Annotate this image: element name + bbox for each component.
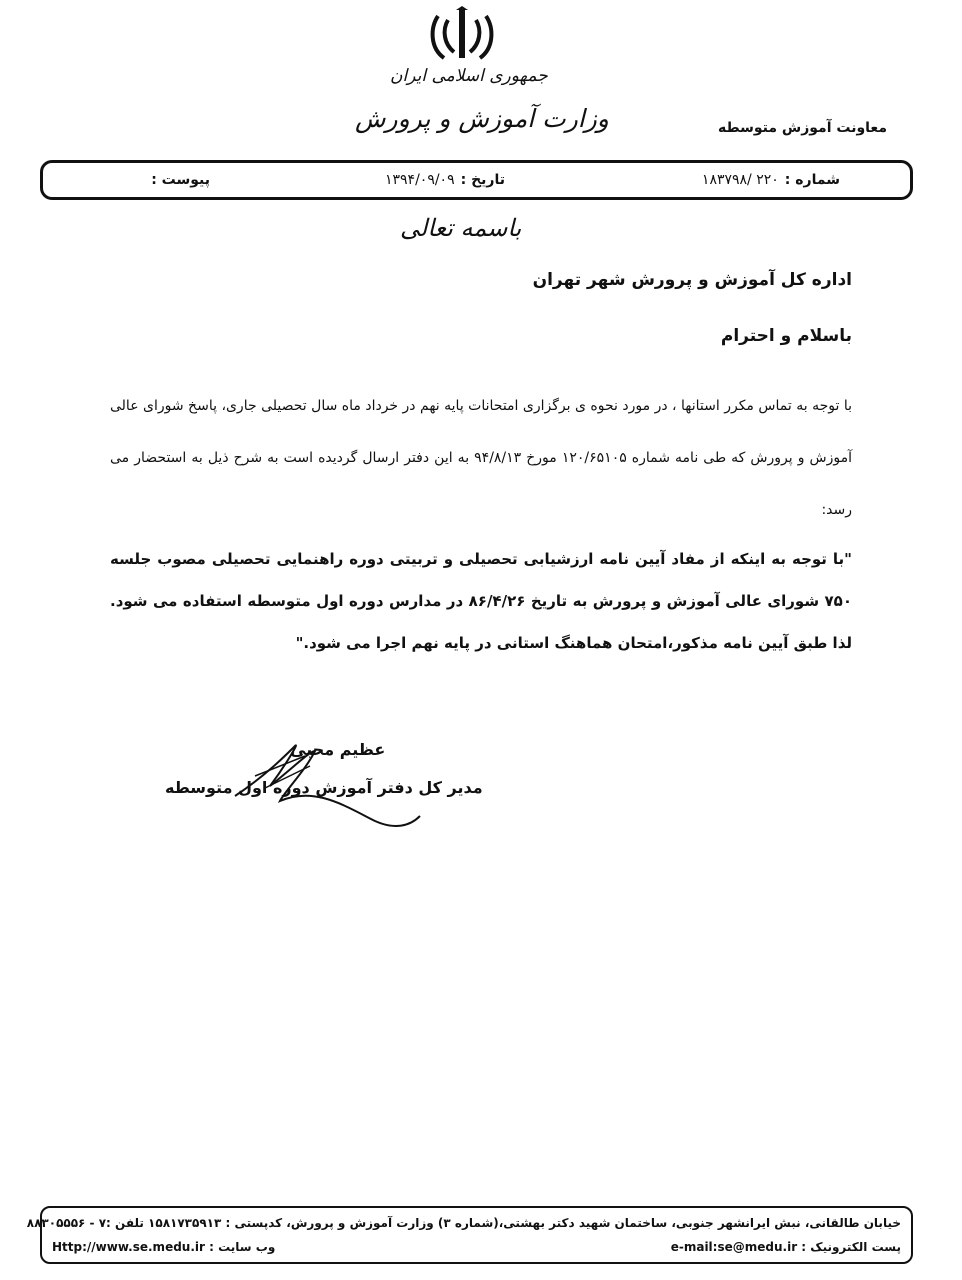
footer-box bbox=[26, 1206, 913, 1264]
letter-date: تاریخ :۱۳۹۴/۰۹/۰۹ bbox=[385, 172, 505, 188]
republic-title: جمهوری اسلامی ایران bbox=[390, 66, 548, 86]
handwritten-signature-icon bbox=[225, 726, 425, 836]
deputy-label: معاونت آموزش متوسطه bbox=[717, 120, 887, 136]
body-paragraph-1: با توجه به تماس مکرر استانها ، در مورد نحوه ی برگزاری امتحانات پایه نهم در خرداد ماه سال تحصیلی جاری، پاسخ شورای عالی آموزش و پرورش که طی نامه شماره ۱۲۰/۶۵۱۰۵ مورخ ۹۴/۸/۱۳ به این دفتر ارسال گردیده است به شرح ذیل به استحضار می رسد: bbox=[110, 398, 852, 518]
letter-meta-box bbox=[40, 160, 913, 200]
signer-name: عظیم محبی bbox=[290, 740, 386, 759]
footer-email: پست الکترونیک : e-mail:se@medu.ir bbox=[670, 1240, 901, 1254]
signer-title: مدیر کل دفتر آموزش دوره اول متوسطه bbox=[165, 778, 483, 797]
footer-website: وب سایت : Http://www.se.medu.ir bbox=[52, 1240, 276, 1254]
iran-emblem-icon bbox=[428, 6, 496, 66]
besm-heading: باسمه تعالی bbox=[400, 214, 522, 242]
letter-number: شماره :۲۲۰ /۱۸۳۷۹۸ bbox=[701, 172, 840, 188]
letter-attachment: پیوست : bbox=[151, 172, 210, 188]
body-paragraph-2: "با توجه به اینکه از مفاد آیین نامه ارزشیابی تحصیلی و تربیتی دوره راهنمایی تحصیلی مصوب جلسه ۷۵۰ شورای عالی آموزش و پرورش به تاریخ ۸۶/۴/۲۶ در مدارس دوره اول متوسطه استفاده می شود. لذا طبق آیین نامه مذکور،امتحان هماهنگ استانی در پایه نهم اجرا می شود." bbox=[110, 550, 852, 652]
recipient: اداره کل آموزش و پرورش شهر تهران bbox=[532, 270, 852, 290]
ministry-title: وزارت آموزش و پرورش bbox=[355, 104, 609, 133]
salutation: باسلام و احترام bbox=[720, 326, 852, 346]
footer-address: خیابان طالقانی، نبش ایرانشهر جنوبی، ساختمان شهید دکتر بهشتی،(شماره ۳) وزارت آموزش و پرورش، کدپستی : ۱۵۸۱۷۳۵۹۱۳ تلفن :۷ - ۸۸۳۰۵۵۵۶ bbox=[26, 1216, 901, 1230]
